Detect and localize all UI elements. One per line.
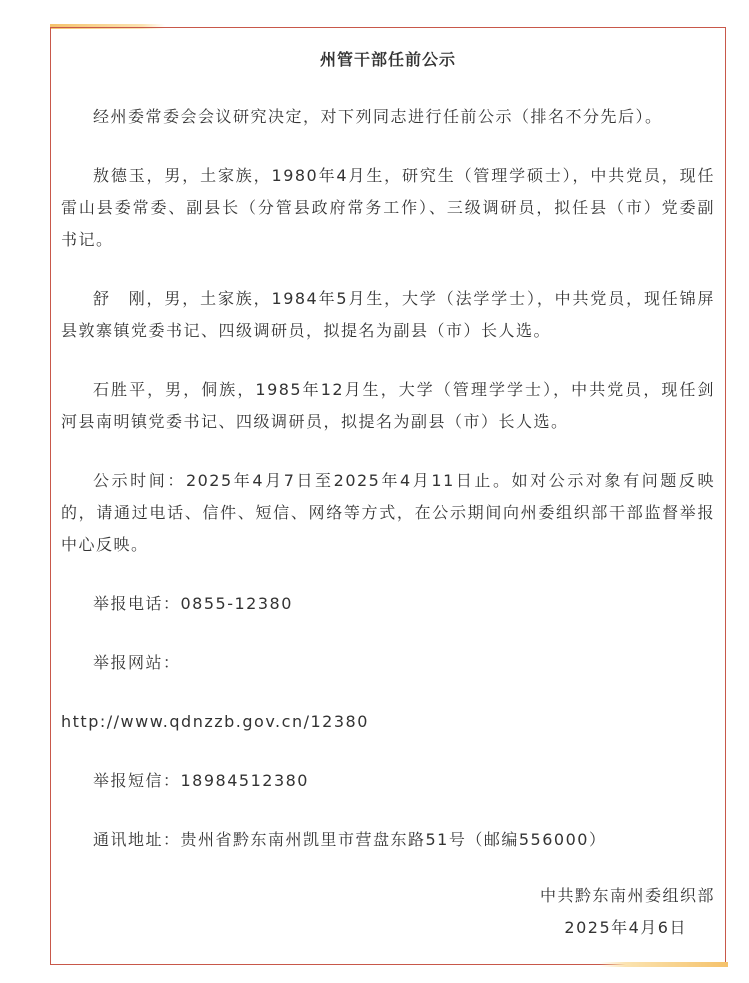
mailing-address: 通讯地址：贵州省黔东南州凯里市营盘东路51号（邮编556000） [93, 830, 607, 849]
intro-paragraph: 经州委常委会会议研究决定，对下列同志进行任前公示（排名不分先后）。 [93, 107, 663, 126]
candidate-paragraph: 舒 刚，男，土家族，1984年5月生，大学（法学学士），中共党员，现任锦屏县敦寨镇党委书记、四级调研员，拟提名为副县（市）长人选。 [61, 289, 715, 340]
signature-org: 中共黔东南州委组织部 [539, 886, 715, 905]
page-title: 州管干部任前公示 [319, 50, 456, 69]
report-website-url: http://www.qdnzzb.gov.cn/12380 [61, 712, 369, 731]
signature-date: 2025年4月6日 [564, 918, 687, 937]
notice-body [61, 48, 715, 944]
report-website-label: 举报网站： [93, 653, 181, 672]
notice-paragraph: 公示时间：2025年4月7日至2025年4月11日止。如对公示对象有问题反映的，请通过电话、信件、短信、网络等方式，在公示期间向州委组织部干部监督举报中心反映。 [61, 471, 715, 554]
candidate-paragraph: 石胜平，男，侗族，1985年12月生，大学（管理学学士），中共党员，现任剑河县南明镇党委书记、四级调研员，拟提名为副县（市）长人选。 [61, 380, 715, 431]
candidate-paragraph: 敖德玉，男，土家族，1980年4月生，研究生（管理学硕士），中共党员，现任雷山县委常委、副县长（分管县政府常务工作）、三级调研员，拟任县（市）党委副书记。 [61, 166, 715, 249]
report-sms: 举报短信：18984512380 [93, 771, 309, 790]
bottom-accent-bar [600, 962, 728, 967]
report-phone: 举报电话：0855-12380 [93, 594, 293, 613]
